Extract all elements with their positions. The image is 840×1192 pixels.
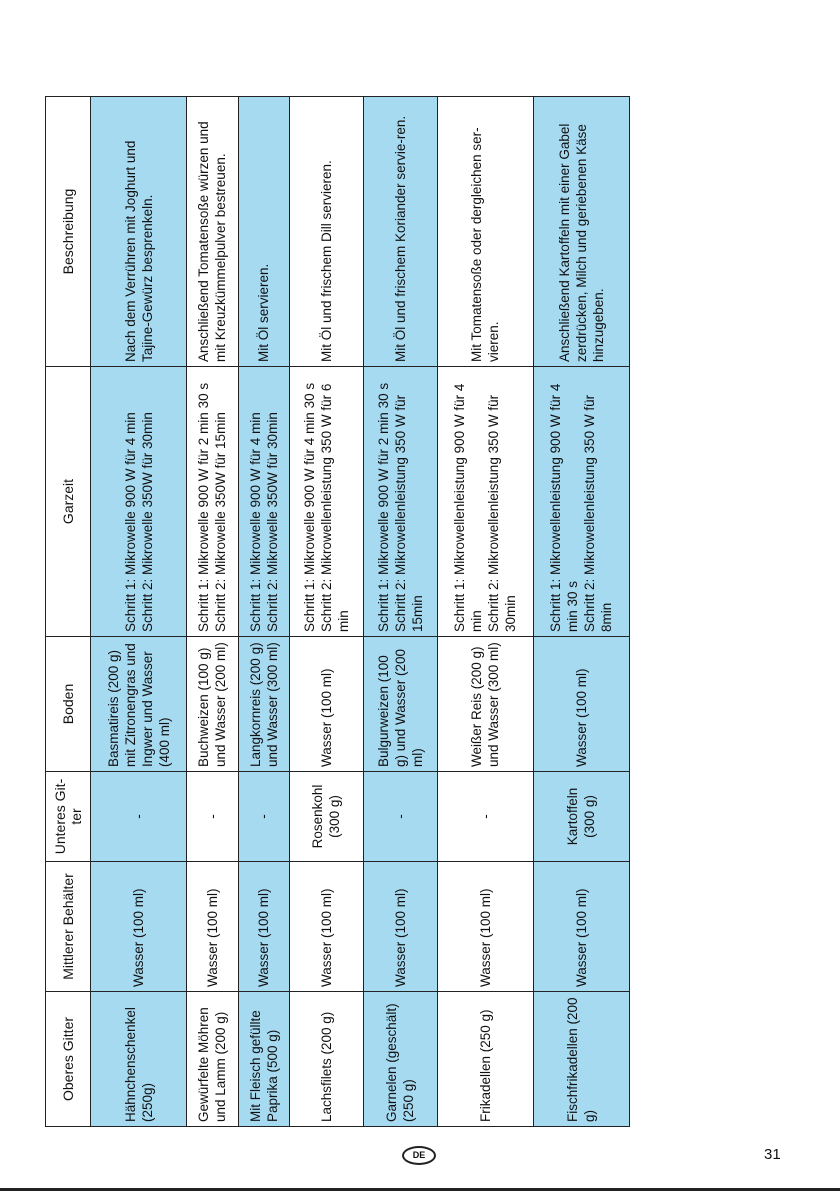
cell-oberes-gitter: Garnelen (geschält) (250 g) bbox=[363, 992, 437, 1127]
cell-oberes-gitter: Lachsfilets (200 g) bbox=[289, 992, 363, 1127]
header-mittlerer-behaelter: Mittlerer Behälter bbox=[46, 862, 91, 992]
cell-beschreibung: Anschließend Tomatensoße würzen und mit Kreuzkümmelpulver bestreuen. bbox=[187, 97, 238, 367]
cell-beschreibung: Anschließend Kartoffeln mit einer Gabel zerdrücken, Milch und geriebenen Käse hinzugeben. bbox=[533, 97, 629, 367]
cell-unteres-gitter: Kartoffeln (300 g) bbox=[533, 772, 629, 862]
header-unteres-gitter: Unteres Git- ter bbox=[46, 772, 91, 862]
cell-garzeit: Schritt 1: Mikrowelle 900 W für 4 min Schritt 2: Mikrowelle 350W für 30min bbox=[91, 367, 187, 637]
table-row bbox=[533, 97, 629, 1127]
cell-beschreibung: Mit Öl servieren. bbox=[238, 97, 289, 367]
cell-mittlerer-behaelter: Wasser (100 ml) bbox=[363, 862, 437, 992]
table-row bbox=[187, 97, 238, 1127]
cell-mittlerer-behaelter: Wasser (100 ml) bbox=[289, 862, 363, 992]
table-row bbox=[289, 97, 363, 1127]
cell-boden: Wasser (100 ml) bbox=[533, 637, 629, 772]
cooking-table-container bbox=[45, 97, 630, 1127]
header-beschreibung: Beschreibung bbox=[46, 97, 91, 367]
page-number: 31 bbox=[764, 1146, 781, 1163]
cell-garzeit: Schritt 1: Mikrowelle 900 W für 4 min Schritt 2: Mikrowelle 350W für 30min bbox=[238, 367, 289, 637]
country-badge-logo: DE bbox=[402, 1146, 436, 1165]
table-row bbox=[437, 97, 533, 1127]
cell-boden: Wasser (100 ml) bbox=[289, 637, 363, 772]
bottom-divider bbox=[0, 1188, 840, 1191]
cell-oberes-gitter: Fischfrikadellen (200 g) bbox=[533, 992, 629, 1127]
cell-garzeit: Schritt 1: Mikrowellenleistung 900 W für 4 min Schritt 2: Mikrowellenleistung 350 W für 30min bbox=[437, 367, 533, 637]
cell-mittlerer-behaelter: Wasser (100 ml) bbox=[91, 862, 187, 992]
cell-unteres-gitter: - bbox=[238, 772, 289, 862]
header-boden: Boden bbox=[46, 637, 91, 772]
cell-unteres-gitter: - bbox=[437, 772, 533, 862]
cell-garzeit: Schritt 1: Mikrowelle 900 W für 4 min 30 s Schritt 2: Mikrowellenleistung 350 W für 6 min bbox=[289, 367, 363, 637]
cell-beschreibung: Mit Öl und frischem Koriander servie-ren. bbox=[363, 97, 437, 367]
table-header-row bbox=[46, 97, 91, 1127]
table-row bbox=[238, 97, 289, 1127]
cell-beschreibung: Mit Tomatensoße oder dergleichen ser-vieren. bbox=[437, 97, 533, 367]
table-row bbox=[363, 97, 437, 1127]
cell-beschreibung: Nach dem Verrühren mit Joghurt und Tajine-Gewürz besprenkeln. bbox=[91, 97, 187, 367]
cell-boden: Basmatireis (200 g) mit Zitronengras und Ingwer und Wasser (400 ml) bbox=[91, 637, 187, 772]
cell-garzeit: Schritt 1: Mikrowelle 900 W für 2 min 30 s Schritt 2: Mikrowelle 350W für 15min bbox=[187, 367, 238, 637]
cell-mittlerer-behaelter: Wasser (100 ml) bbox=[187, 862, 238, 992]
cell-boden: Bulgurweizen (100 g) und Wasser (200 ml) bbox=[363, 637, 437, 772]
header-garzeit: Garzeit bbox=[46, 367, 91, 637]
cell-mittlerer-behaelter: Wasser (100 ml) bbox=[437, 862, 533, 992]
table-row bbox=[91, 97, 187, 1127]
cell-beschreibung: Mit Öl und frischem Dill servieren. bbox=[289, 97, 363, 367]
cell-garzeit: Schritt 1: Mikrowellenleistung 900 W für 4 min 30 s Schritt 2: Mikrowellenleistung 350 W für 8min bbox=[533, 367, 629, 637]
cell-oberes-gitter: Gewürfelte Möhren und Lamm (200 g) bbox=[187, 992, 238, 1127]
cell-oberes-gitter: Frikadellen (250 g) bbox=[437, 992, 533, 1127]
cell-oberes-gitter: Hähnchenschenkel (250g) bbox=[91, 992, 187, 1127]
cell-oberes-gitter: Mit Fleisch gefüllte Paprika (500 g) bbox=[238, 992, 289, 1127]
cell-boden: Langkornreis (200 g) und Wasser (300 ml) bbox=[238, 637, 289, 772]
cell-mittlerer-behaelter: Wasser (100 ml) bbox=[238, 862, 289, 992]
cooking-table bbox=[45, 96, 630, 1127]
header-oberes-gitter: Oberes Gitter bbox=[46, 992, 91, 1127]
cell-mittlerer-behaelter: Wasser (100 ml) bbox=[533, 862, 629, 992]
cell-unteres-gitter: - bbox=[363, 772, 437, 862]
cell-unteres-gitter: - bbox=[187, 772, 238, 862]
cell-boden: Buchweizen (100 g) und Wasser (200 ml) bbox=[187, 637, 238, 772]
cell-unteres-gitter: Rosenkohl (300 g) bbox=[289, 772, 363, 862]
cell-garzeit: Schritt 1: Mikrowelle 900 W für 2 min 30 s Schritt 2: Mikrowellenleistung 350 W für 15min bbox=[363, 367, 437, 637]
rotated-table-wrapper bbox=[45, 97, 630, 1127]
cell-unteres-gitter: - bbox=[91, 772, 187, 862]
cell-boden: Weißer Reis (200 g) und Wasser (300 ml) bbox=[437, 637, 533, 772]
